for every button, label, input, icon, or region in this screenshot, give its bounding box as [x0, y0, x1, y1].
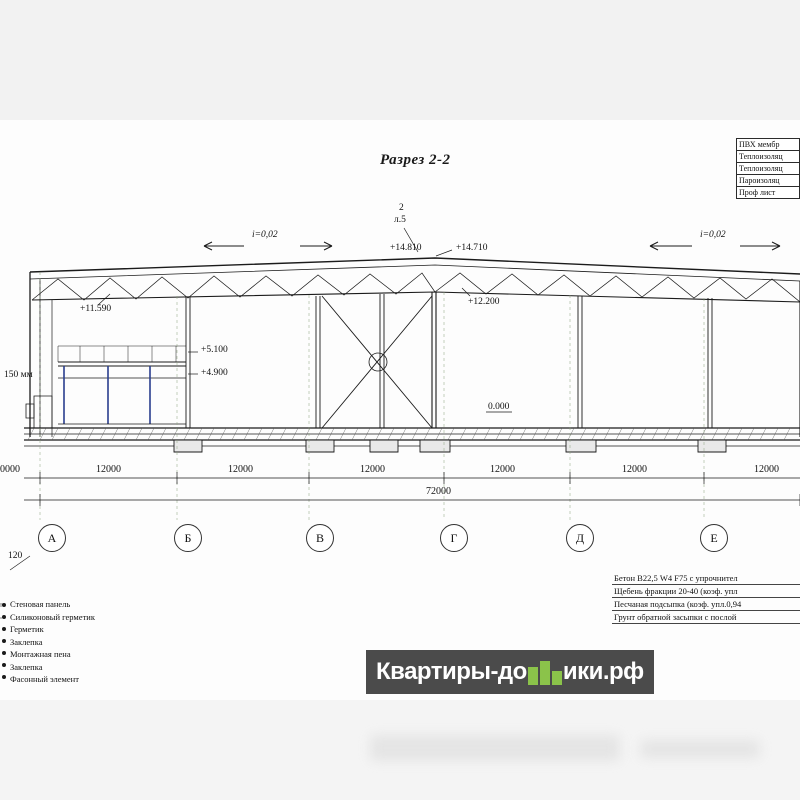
- note-150mm: 150 мм: [4, 370, 33, 380]
- dim-bay-5: 12000: [622, 464, 647, 475]
- callout-detail-number: 2: [399, 203, 404, 213]
- dim-bay-4: 12000: [490, 464, 515, 475]
- slope-label-left: i=0,02: [252, 230, 278, 240]
- elevation-14710: +14.710: [456, 243, 488, 253]
- detail-legend: [0, 598, 95, 686]
- elevation-5100: +5.100: [201, 345, 228, 355]
- house-icon: [528, 659, 562, 685]
- roof-note-2: Теплоизоляц: [737, 151, 799, 163]
- legend-item-7: Фасонный элемент: [10, 674, 79, 684]
- watermark-text-right: ики.рф: [562, 658, 644, 685]
- axis-marker-a: А: [38, 524, 66, 552]
- elevation-12200: +12.200: [468, 297, 500, 307]
- dim-bay-1: 12000: [96, 464, 121, 475]
- legend-item-2: Силиконовый герметик: [10, 611, 95, 622]
- axis-marker-e: Е: [700, 524, 728, 552]
- dim-total: 72000: [426, 486, 451, 497]
- legend-item-4: Заклепка: [10, 636, 43, 647]
- roof-note-3: Теплоизоляц: [737, 163, 799, 175]
- axis-marker-v: В: [306, 524, 334, 552]
- roof-note-1: ПВХ мембр: [737, 139, 799, 151]
- legend-item-1: Стеновая панель: [10, 599, 71, 609]
- dim-bay-3: 12000: [360, 464, 385, 475]
- dim-bay-2: 12000: [228, 464, 253, 475]
- axis-marker-g: Г: [440, 524, 468, 552]
- axis-marker-d: Д: [566, 524, 594, 552]
- watermark: [366, 650, 654, 694]
- soil-note-4: Грунт обратной засыпки с послой: [612, 611, 800, 624]
- legend-item-3: Герметик: [10, 624, 44, 634]
- legend-item-6: Заклепка: [10, 661, 43, 672]
- callout-detail-sheet: л.5: [394, 215, 406, 225]
- floor-buildup-note: [612, 572, 800, 624]
- soil-note-2: Щебень фракции 20-40 (коэф. упл: [612, 585, 800, 598]
- legend-item-5: Монтажная пена: [10, 649, 71, 659]
- elevation-14810: +14.810: [390, 243, 422, 253]
- dim-bay-6: 12000: [754, 464, 779, 475]
- soil-note-3: Песчаная подсыпка (коэф. упл.0,94: [612, 598, 800, 611]
- page-title: Разрез 2-2: [380, 152, 451, 168]
- roof-note-5: Проф лист: [739, 188, 776, 197]
- axis-marker-b: Б: [174, 524, 202, 552]
- dim-partial-left: 0000: [0, 464, 20, 475]
- roof-buildup-note: [736, 138, 800, 199]
- slope-label-right: i=0,02: [700, 230, 726, 240]
- roof-note-4: Пароизоляц: [737, 175, 799, 187]
- watermark-text-left: Квартиры-до: [376, 658, 527, 685]
- elevation-0000: 0.000: [488, 402, 510, 412]
- elevation-4900: +4.900: [201, 368, 228, 378]
- soil-note-1: Бетон В22,5 W4 F75 с упрочнител: [612, 572, 800, 585]
- note-120: 120: [8, 551, 23, 561]
- elevation-11590: +11.590: [80, 304, 112, 314]
